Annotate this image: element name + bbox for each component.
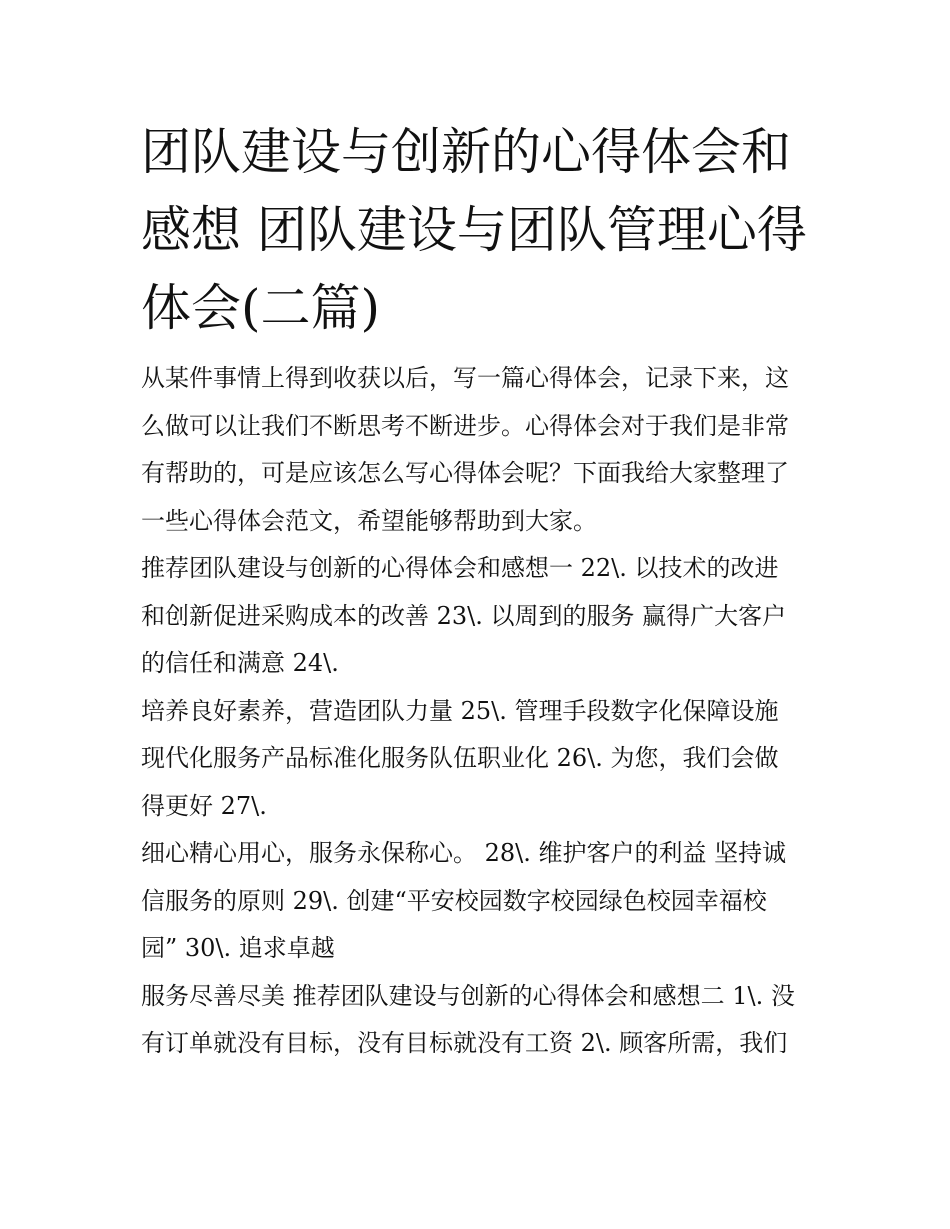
body-line: 得更好 27\.	[141, 791, 267, 820]
body-line: 么做可以让我们不断思考不断进步。心得体会对于我们是非常	[141, 411, 789, 440]
body-line: 服务尽善尽美 推荐团队建设与创新的心得体会和感想二 1\. 没	[141, 981, 795, 1010]
body-line: 信服务的原则 29\. 创建“平安校园数字校园绿色校园幸福校	[141, 886, 767, 915]
body-line: 现代化服务产品标准化服务队伍职业化 26\. 为您，我们会做	[141, 744, 779, 772]
body-line: 有订单就没有目标，没有目标就没有工资 2\. 顾客所需，我们	[141, 1029, 788, 1057]
page-title	[141, 113, 821, 347]
body-line: 培养良好素养，营造团队力量 25\. 管理手段数字化保障设施	[141, 696, 779, 725]
body-line: 园” 30\. 追求卓越	[141, 934, 335, 962]
body-line: 细心精心用心，服务永保称心。 28\. 维护客户的利益 坚持诚	[141, 839, 787, 867]
body-text	[141, 355, 821, 1068]
title-line: 团队建设与创新的心得体会和	[141, 123, 791, 181]
body-line: 从某件事情上得到收获以后，写一篇心得体会，记录下来，这	[141, 364, 789, 392]
body-line: 和创新促进采购成本的改善 23\. 以周到的服务 赢得广大客户	[141, 601, 787, 630]
title-line: 体会(二篇)	[141, 279, 381, 337]
body-line: 一些心得体会范文，希望能够帮助到大家。	[141, 506, 597, 535]
body-line: 的信任和满意 24\.	[141, 649, 339, 677]
body-line: 有帮助的，可是应该怎么写心得体会呢？下面我给大家整理了	[141, 459, 789, 487]
title-line: 感想 团队建设与团队管理心得	[141, 201, 807, 259]
body-line: 推荐团队建设与创新的心得体会和感想一 22\. 以技术的改进	[141, 554, 779, 582]
